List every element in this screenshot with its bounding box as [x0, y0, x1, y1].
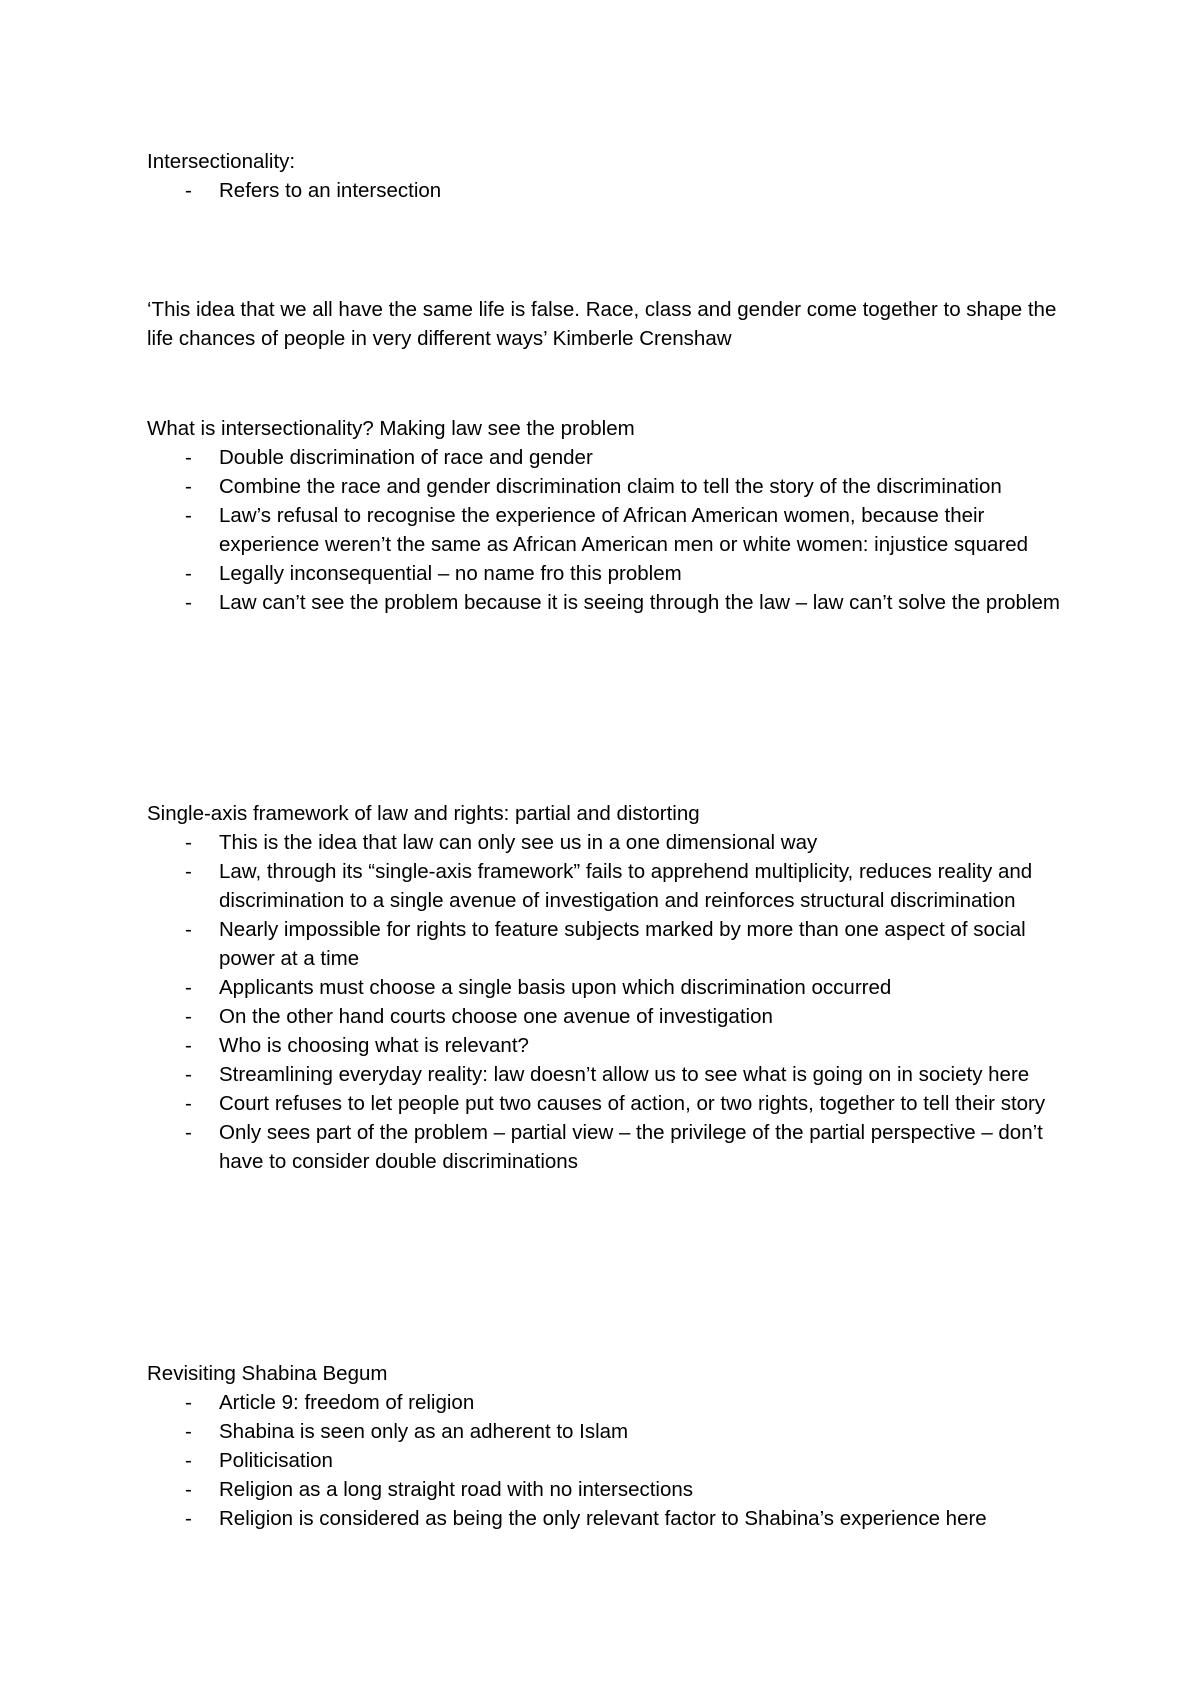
list-item-text: Shabina is seen only as an adherent to Islam — [219, 1420, 629, 1443]
section-heading: Single-axis framework of law and rights: partial and distorting — [147, 802, 700, 825]
list-item — [147, 1031, 1067, 1060]
list-item — [147, 176, 1067, 205]
section-heading: Revisiting Shabina Begum — [147, 1362, 388, 1385]
list-item — [147, 1118, 1067, 1176]
bullet-list — [147, 443, 1067, 617]
section-single-axis-framework — [147, 799, 1067, 1176]
list-item-text: On the other hand courts choose one avenue of investigation — [219, 1005, 773, 1028]
list-item-text: Combine the race and gender discrimination claim to tell the story of the discrimination — [219, 475, 1002, 498]
list-item-text: Only sees part of the problem – partial view – the privilege of the partial perspective – don’t have to consider double discriminations — [219, 1121, 1043, 1173]
section-intersectionality — [147, 147, 1067, 205]
bullet-dash: - — [185, 1478, 192, 1501]
bullet-dash: - — [185, 179, 192, 202]
crenshaw-quote: ‘This idea that we all have the same life is false. Race, class and gender come together to shape the life chances of people in very different ways’ Kimberle Crenshaw — [147, 298, 1057, 350]
bullet-dash: - — [185, 1034, 192, 1057]
list-item — [147, 1475, 1067, 1504]
list-item — [147, 1060, 1067, 1089]
bullet-dash: - — [185, 446, 192, 469]
list-item-text: Law can’t see the problem because it is seeing through the law – law can’t solve the problem — [219, 591, 1060, 614]
list-item — [147, 1002, 1067, 1031]
list-item — [147, 1089, 1067, 1118]
list-item — [147, 472, 1067, 501]
list-item-text: Article 9: freedom of religion — [219, 1391, 475, 1414]
section-heading: What is intersectionality? Making law see the problem — [147, 417, 635, 440]
bullet-dash: - — [185, 475, 192, 498]
bullet-dash: - — [185, 1092, 192, 1115]
bullet-dash: - — [185, 1121, 192, 1144]
list-item-text: Streamlining everyday reality: law doesn’t allow us to see what is going on in society here — [219, 1063, 1030, 1086]
bullet-dash: - — [185, 1005, 192, 1028]
list-item-text: Law’s refusal to recognise the experience of African American women, because their experience weren’t the same as African American men or white women: injustice squared — [219, 504, 1029, 556]
bullet-dash: - — [185, 1449, 192, 1472]
list-item — [147, 1446, 1067, 1475]
list-item — [147, 973, 1067, 1002]
list-item — [147, 443, 1067, 472]
bullet-dash: - — [185, 562, 192, 585]
bullet-dash: - — [185, 918, 192, 941]
list-item-text: Religion is considered as being the only relevant factor to Shabina’s experience here — [219, 1507, 987, 1530]
list-item — [147, 828, 1067, 857]
list-item-text: Court refuses to let people put two causes of action, or two rights, together to tell their story — [219, 1092, 1046, 1115]
bullet-dash: - — [185, 591, 192, 614]
list-item — [147, 1504, 1067, 1533]
list-item-text: Refers to an intersection — [219, 179, 442, 202]
list-item-text: Law, through its “single-axis framework” fails to apprehend multiplicity, reduces reality and discrimination to a single avenue of investigation and reinforces structural discrimination — [219, 860, 1033, 912]
list-item-text: Politicisation — [219, 1449, 333, 1472]
bullet-dash: - — [185, 976, 192, 999]
list-item — [147, 915, 1067, 973]
list-item-text: Legally inconsequential – no name fro this problem — [219, 562, 682, 585]
list-item — [147, 501, 1067, 559]
list-item — [147, 588, 1067, 617]
bullet-dash: - — [185, 504, 192, 527]
list-item-text: This is the idea that law can only see us in a one dimensional way — [219, 831, 818, 854]
list-item-text: Nearly impossible for rights to feature subjects marked by more than one aspect of social power at a time — [219, 918, 1026, 970]
bullet-dash: - — [185, 860, 192, 883]
section-quote — [147, 295, 1067, 353]
list-item — [147, 559, 1067, 588]
list-item-text: Applicants must choose a single basis upon which discrimination occurred — [219, 976, 892, 999]
bullet-dash: - — [185, 1507, 192, 1530]
section-heading: Intersectionality: — [147, 150, 296, 173]
bullet-list — [147, 176, 1067, 205]
bullet-list — [147, 1388, 1067, 1533]
list-item — [147, 1388, 1067, 1417]
list-item-text: Religion as a long straight road with no intersections — [219, 1478, 694, 1501]
list-item-text: Double discrimination of race and gender — [219, 446, 593, 469]
bullet-dash: - — [185, 1420, 192, 1443]
section-what-is-intersectionality — [147, 414, 1067, 617]
list-item — [147, 857, 1067, 915]
section-revisiting-shabina-begum — [147, 1359, 1067, 1533]
bullet-dash: - — [185, 1391, 192, 1414]
list-item — [147, 1417, 1067, 1446]
bullet-dash: - — [185, 1063, 192, 1086]
list-item-text: Who is choosing what is relevant? — [219, 1034, 529, 1057]
bullet-dash: - — [185, 831, 192, 854]
bullet-list — [147, 828, 1067, 1176]
